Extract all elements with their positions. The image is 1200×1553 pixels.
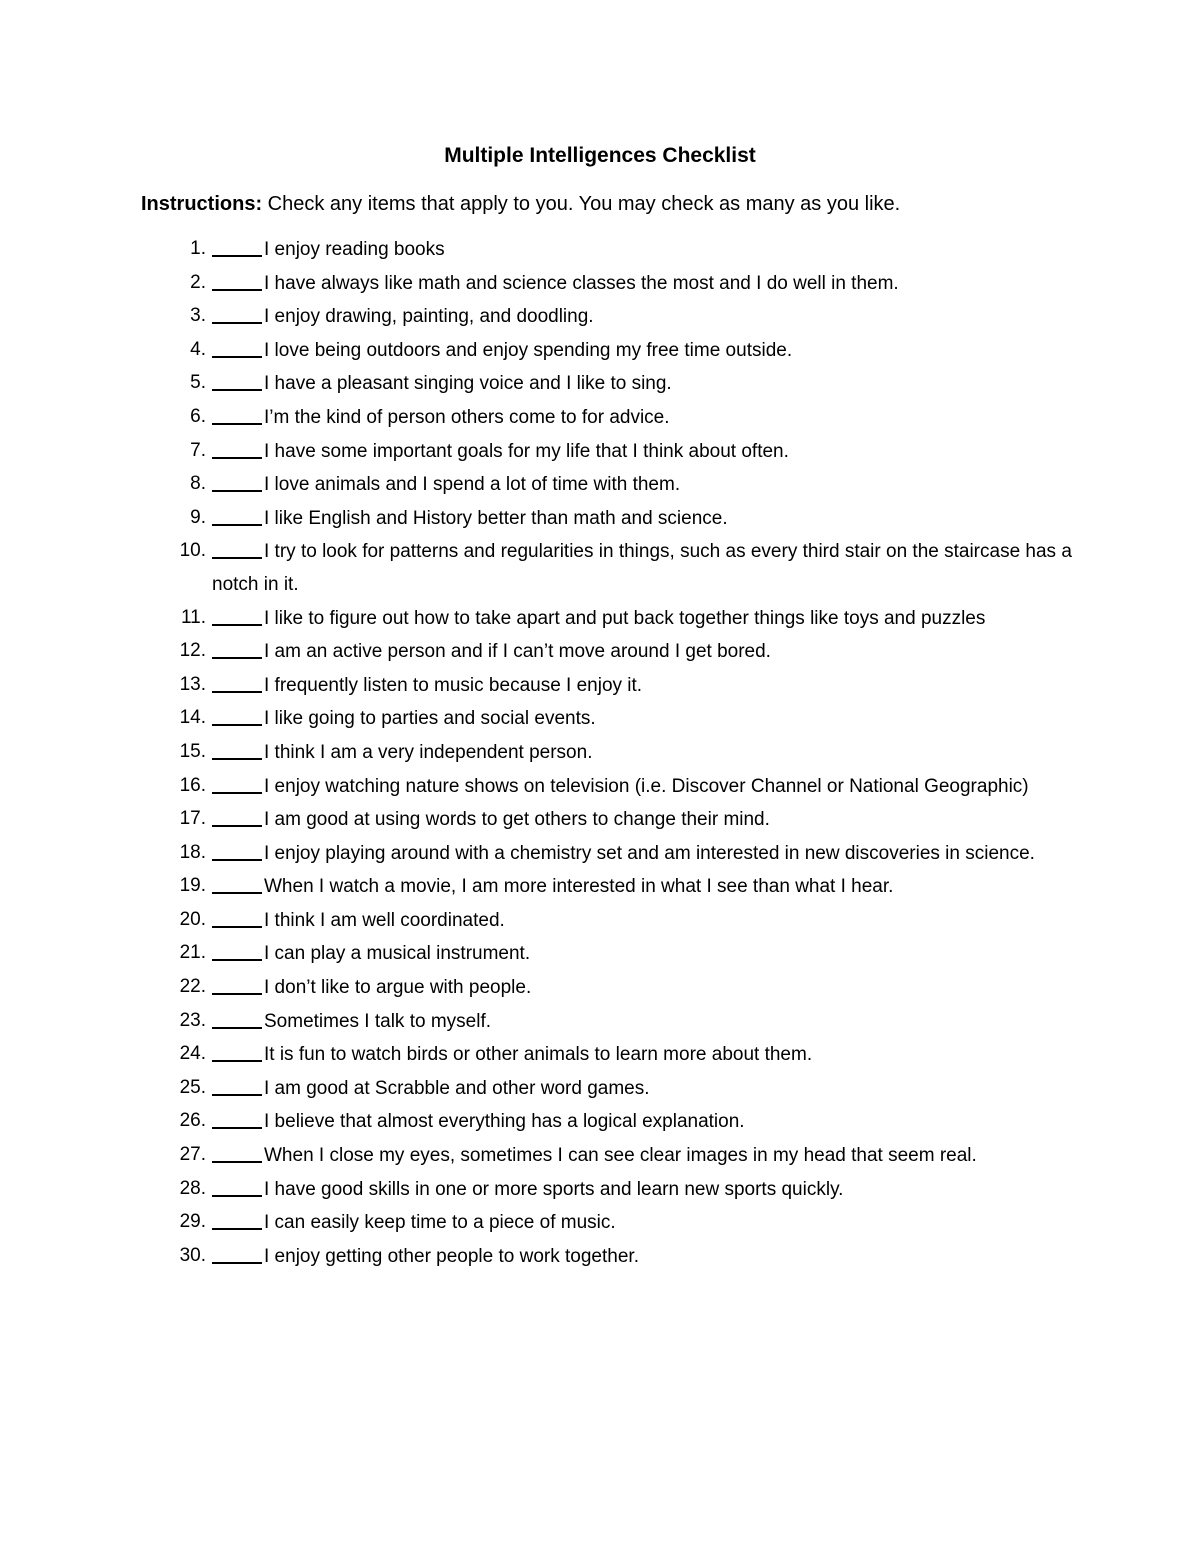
checklist-item	[0, 837, 1200, 871]
item-number: 10.	[179, 540, 206, 562]
checklist-item	[0, 1173, 1200, 1207]
item-text: I have good skills in one or more sports and learn new sports quickly.	[264, 1178, 844, 1200]
item-text: I have always like math and science classes the most and I do well in them.	[264, 272, 899, 294]
checklist-item	[0, 267, 1200, 301]
checklist-item	[0, 401, 1200, 435]
item-text: I am good at Scrabble and other word games.	[264, 1077, 650, 1099]
check-blank[interactable]	[212, 468, 262, 492]
checklist-item	[0, 367, 1200, 401]
checklist-item	[0, 1240, 1200, 1274]
item-text: I enjoy getting other people to work together.	[264, 1245, 639, 1267]
item-text: I frequently listen to music because I enjoy it.	[264, 674, 643, 696]
item-number: 26.	[179, 1110, 206, 1132]
item-text: I have some important goals for my life that I think about often.	[264, 440, 789, 462]
item-text: I like going to parties and social events.	[264, 708, 596, 730]
instructions	[141, 188, 900, 220]
checklist-item	[0, 602, 1200, 636]
item-text: I have a pleasant singing voice and I like to sing.	[264, 373, 672, 395]
check-blank[interactable]	[212, 669, 262, 693]
item-number: 21.	[179, 942, 206, 964]
item-text: When I close my eyes, sometimes I can see clear images in my head that seem real.	[264, 1145, 977, 1167]
checklist-item	[0, 300, 1200, 334]
check-blank[interactable]	[212, 435, 262, 459]
checklist-item	[0, 1072, 1200, 1106]
checklist-item	[0, 435, 1200, 469]
check-blank[interactable]	[212, 904, 262, 928]
check-blank[interactable]	[212, 300, 262, 324]
instructions-label: Instructions:	[141, 193, 263, 215]
item-text: I enjoy watching nature shows on television (i.e. Discover Channel or National Geographic)	[264, 775, 1029, 797]
item-text: When I watch a movie, I am more interested in what I see than what I hear.	[264, 876, 894, 898]
check-blank[interactable]	[212, 937, 262, 961]
check-blank[interactable]	[212, 233, 262, 257]
checklist-item	[0, 334, 1200, 368]
item-text: I like English and History better than math and science.	[264, 507, 728, 529]
check-blank[interactable]	[212, 1240, 262, 1264]
item-number: 15.	[179, 740, 206, 762]
item-number: 27.	[179, 1144, 206, 1166]
item-number: 24.	[179, 1043, 206, 1065]
item-number: 8.	[190, 473, 206, 495]
item-text: I try to look for patterns and regularities in things, such as every third stair on the staircase has a notch in it.	[212, 541, 1072, 595]
item-text: Sometimes I talk to myself.	[264, 1010, 492, 1032]
item-text: I can easily keep time to a piece of music.	[264, 1212, 616, 1234]
checklist-item	[0, 1005, 1200, 1039]
item-number: 19.	[179, 875, 206, 897]
checklist-item	[0, 468, 1200, 502]
checklist-item	[0, 736, 1200, 770]
check-blank[interactable]	[212, 736, 262, 760]
item-number: 6.	[190, 405, 206, 427]
check-blank[interactable]	[212, 535, 262, 559]
instructions-text: Check any items that apply to you. You may check as many as you like.	[262, 193, 901, 215]
checklist-item	[0, 803, 1200, 837]
item-number: 20.	[179, 908, 206, 930]
checklist-item	[0, 502, 1200, 536]
check-blank[interactable]	[212, 702, 262, 726]
item-text: I can play a musical instrument.	[264, 943, 531, 965]
page-title: Multiple Intelligences Checklist	[444, 144, 756, 167]
checklist-item	[0, 635, 1200, 669]
checklist-item	[0, 870, 1200, 904]
item-number: 5.	[190, 372, 206, 394]
item-text: It is fun to watch birds or other animals to learn more about them.	[264, 1044, 813, 1066]
check-blank[interactable]	[212, 367, 262, 391]
item-text: I’m the kind of person others come to for advice.	[264, 406, 670, 428]
checklist-item	[0, 1139, 1200, 1173]
item-number: 12.	[179, 640, 206, 662]
check-blank[interactable]	[212, 1072, 262, 1096]
checklist-item	[0, 669, 1200, 703]
check-blank[interactable]	[212, 770, 262, 794]
item-text: I love being outdoors and enjoy spending my free time outside.	[264, 339, 793, 361]
item-number: 28.	[179, 1177, 206, 1199]
item-number: 25.	[179, 1076, 206, 1098]
item-number: 9.	[190, 506, 206, 528]
check-blank[interactable]	[212, 870, 262, 894]
item-text: I love animals and I spend a lot of time with them.	[264, 474, 681, 496]
check-blank[interactable]	[212, 1038, 262, 1062]
check-blank[interactable]	[212, 1206, 262, 1230]
check-blank[interactable]	[212, 502, 262, 526]
checklist-item	[0, 233, 1200, 267]
item-number: 11.	[180, 606, 206, 628]
checklist-item	[0, 904, 1200, 938]
check-blank[interactable]	[212, 971, 262, 995]
item-number: 2.	[190, 271, 206, 293]
item-text: I don’t like to argue with people.	[264, 977, 532, 999]
item-number: 13.	[179, 673, 206, 695]
item-number: 18.	[179, 841, 206, 863]
item-text: I enjoy reading books	[264, 239, 445, 260]
check-blank[interactable]	[212, 803, 262, 827]
item-number: 4.	[190, 338, 206, 360]
item-number: 22.	[179, 976, 206, 998]
item-text: I enjoy playing around with a chemistry set and am interested in new discoveries in science.	[264, 842, 1035, 864]
item-number: 29.	[179, 1211, 206, 1233]
item-number: 7.	[190, 439, 206, 461]
checklist-item	[0, 1105, 1200, 1139]
checklist-item	[0, 702, 1200, 736]
check-blank[interactable]	[212, 602, 262, 626]
item-text: I enjoy drawing, painting, and doodling.	[264, 306, 594, 328]
checklist-item	[0, 1038, 1200, 1072]
item-number: 17.	[179, 808, 206, 830]
checklist-item	[0, 971, 1200, 1005]
check-blank[interactable]	[212, 1105, 262, 1129]
checklist-item	[0, 770, 1200, 804]
item-number: 1.	[190, 238, 206, 259]
item-text: I am an active person and if I can’t move around I get bored.	[264, 641, 771, 663]
item-text: I think I am well coordinated.	[264, 909, 505, 931]
check-blank[interactable]	[212, 635, 262, 659]
check-blank[interactable]	[212, 1139, 262, 1163]
item-text: I believe that almost everything has a logical explanation.	[264, 1111, 745, 1133]
item-number: 3.	[190, 305, 206, 327]
item-number: 16.	[179, 774, 206, 796]
check-blank[interactable]	[212, 401, 262, 425]
check-blank[interactable]	[212, 837, 262, 861]
item-text: I like to figure out how to take apart and put back together things like toys and puzzles	[264, 607, 986, 629]
check-blank[interactable]	[212, 334, 262, 358]
item-text: I think I am a very independent person.	[264, 741, 593, 763]
item-number: 30.	[179, 1244, 206, 1266]
item-text: I am good at using words to get others to change their mind.	[264, 809, 770, 831]
checklist	[0, 233, 1200, 1273]
check-blank[interactable]	[212, 1005, 262, 1029]
check-blank[interactable]	[212, 1173, 262, 1197]
item-number: 14.	[179, 707, 206, 729]
checklist-item	[0, 535, 1200, 601]
checklist-item	[0, 937, 1200, 971]
check-blank[interactable]	[212, 267, 262, 291]
item-number: 23.	[179, 1009, 206, 1031]
checklist-item	[0, 1206, 1200, 1240]
